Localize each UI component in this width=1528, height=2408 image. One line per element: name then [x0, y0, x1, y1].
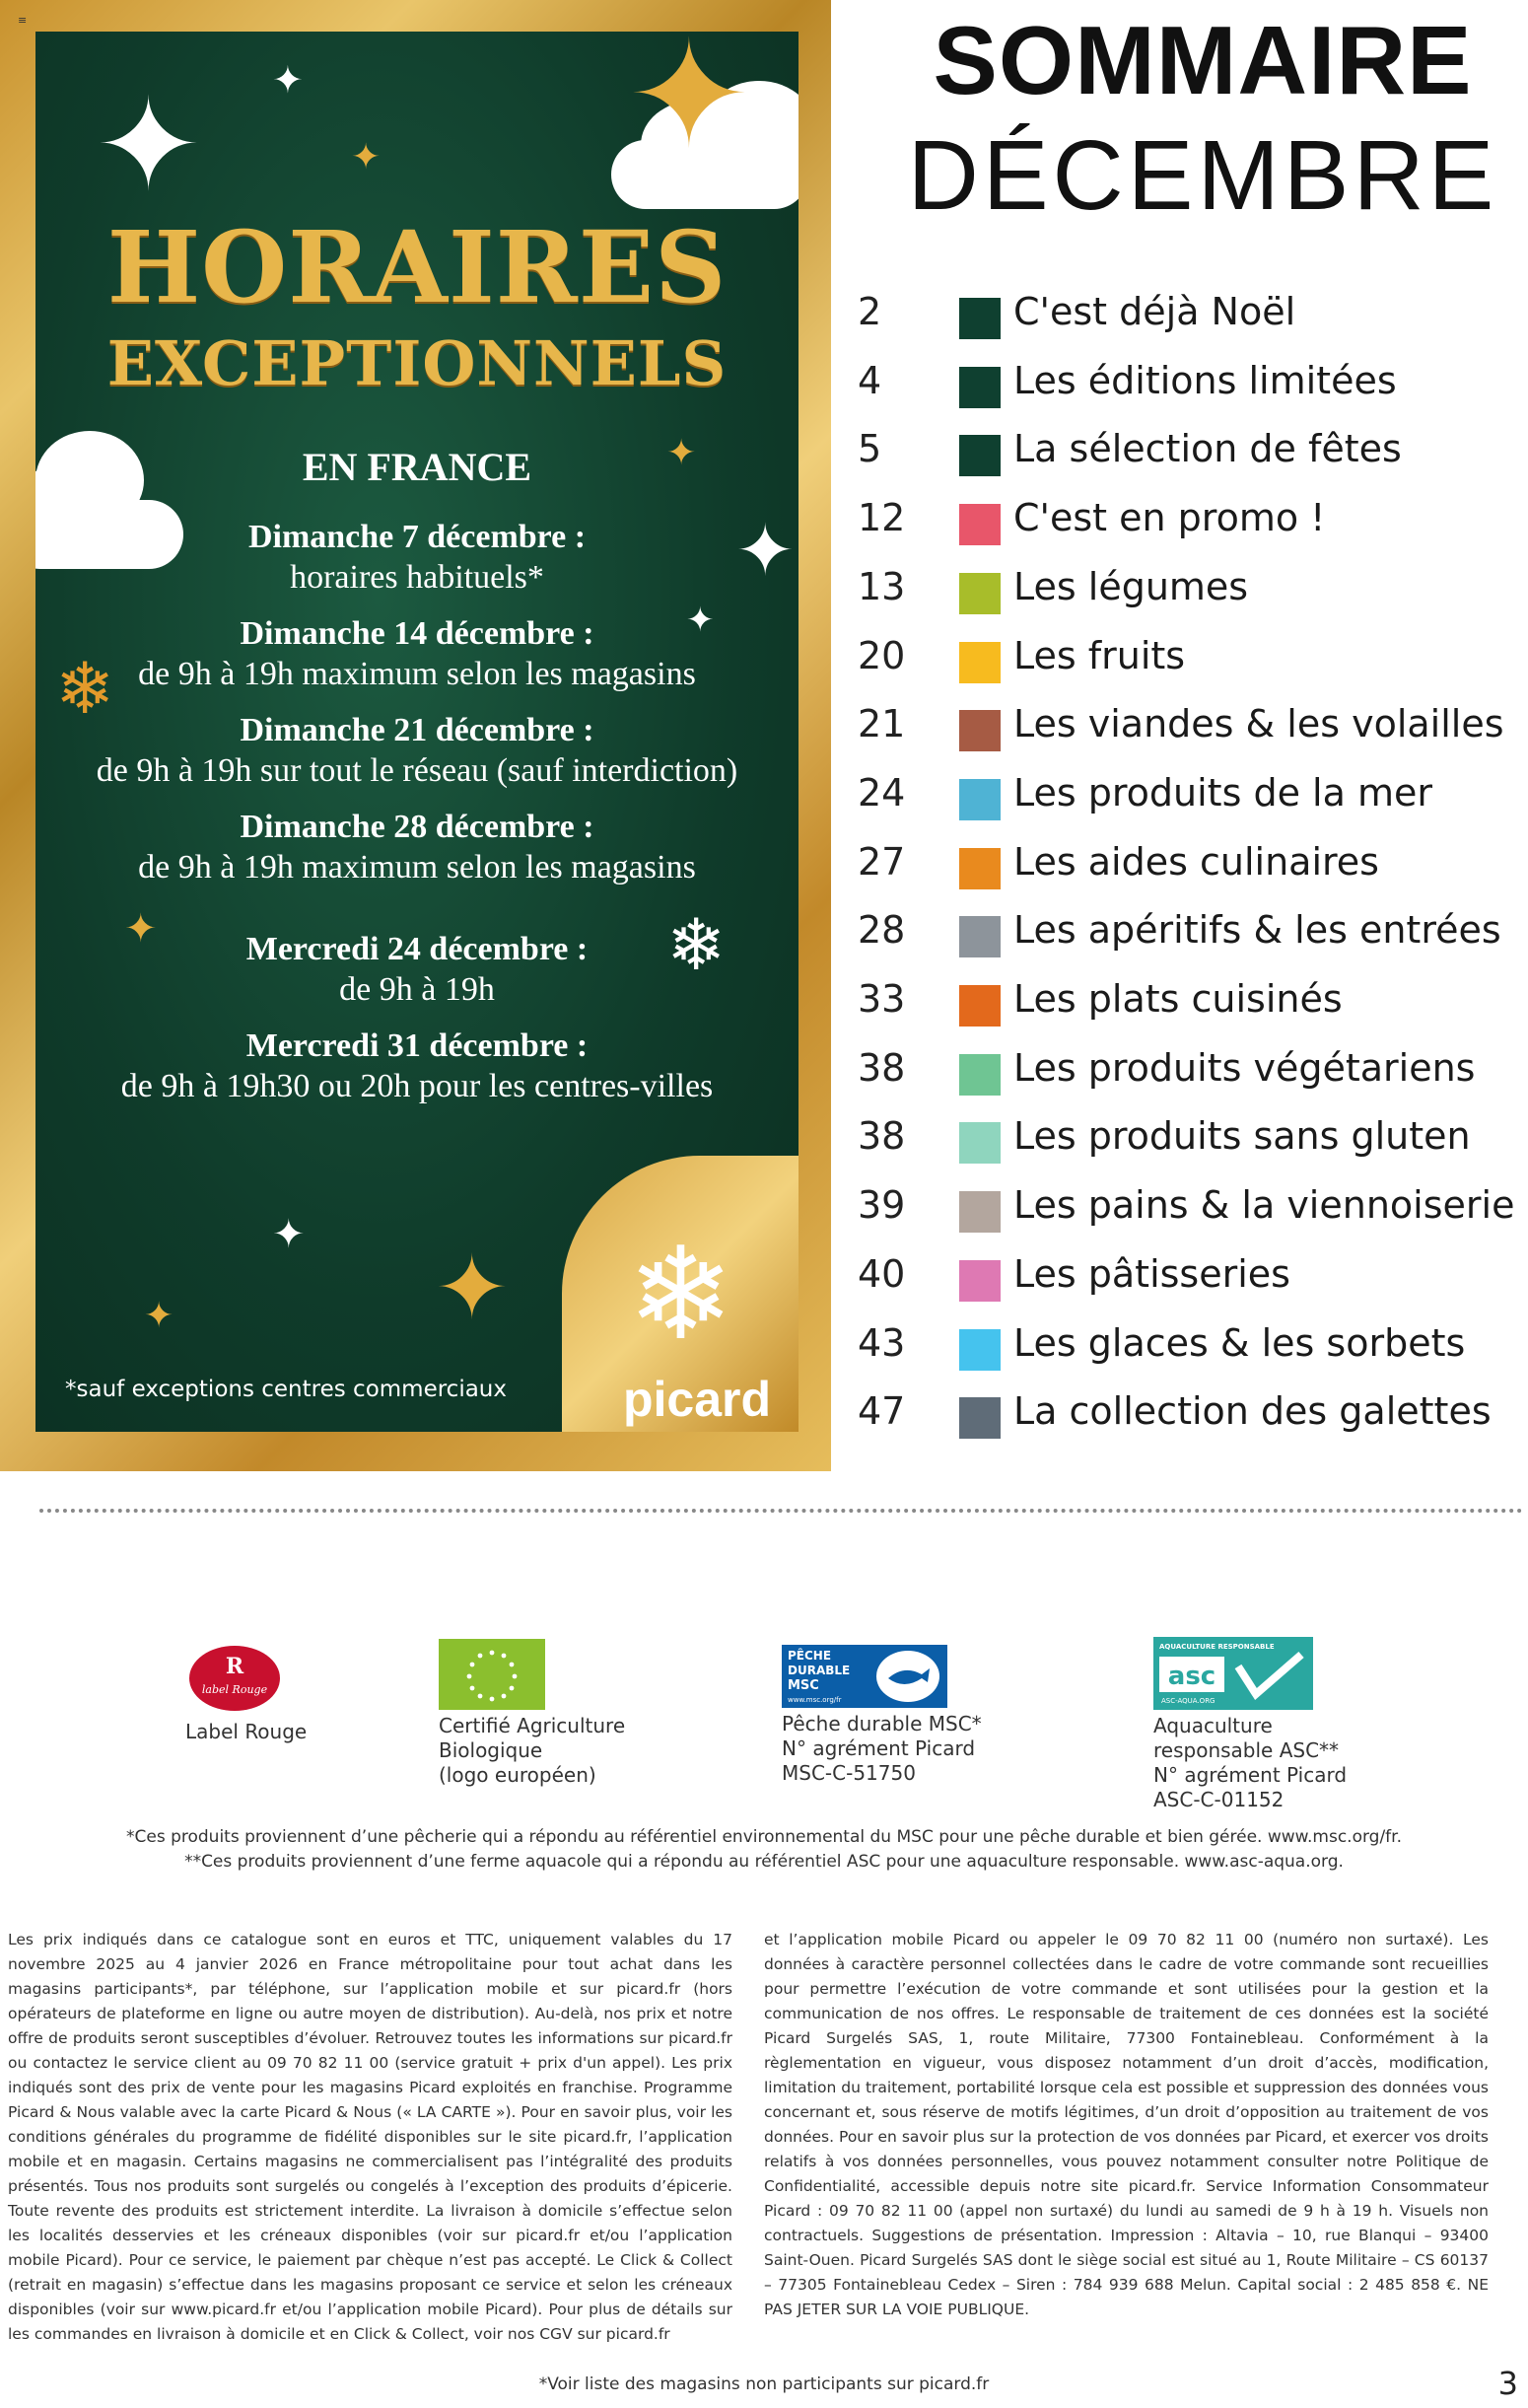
sommaire-subtitle: DÉCEMBRE — [907, 120, 1498, 231]
msc-block — [782, 1645, 982, 1786]
bio-block — [439, 1639, 625, 1788]
toc-item — [858, 1177, 1515, 1237]
toc-section-label: Les plats cuisinés — [1013, 977, 1343, 1021]
gold-star-icon: ✦ — [144, 1296, 174, 1336]
eu-organic-leaf-logo-icon — [439, 1639, 545, 1710]
sparkle-star-icon: ✦ — [272, 58, 304, 102]
toc-page-number: 28 — [858, 908, 906, 952]
toc-color-swatch — [959, 985, 1001, 1027]
hours-day: Mercredi 24 décembre : — [245, 931, 589, 967]
svg-text:ASC-AQUA.ORG: ASC-AQUA.ORG — [1161, 1697, 1215, 1705]
toc-color-swatch — [959, 1054, 1001, 1096]
hours-time: de 9h à 19h sur tout le réseau (sauf interdiction) — [96, 752, 738, 789]
bottom-note: *Voir liste des magasins non participants sur picard.fr — [538, 2374, 990, 2394]
crop-mark: ≡ — [18, 14, 28, 27]
page-number: 3 — [1497, 2365, 1518, 2402]
picard-snowflake-logo-icon: ❄ — [627, 1219, 734, 1369]
svg-text:PÊCHE: PÊCHE — [788, 1649, 832, 1663]
label-rouge-logo-icon — [185, 1642, 284, 1716]
hours-time: de 9h à 19h — [339, 971, 495, 1008]
svg-text:R: R — [225, 1654, 244, 1679]
msc-fish-logo-icon — [782, 1645, 947, 1708]
toc-section-label: Les apéritifs & les entrées — [1013, 908, 1501, 952]
toc-page-number: 13 — [858, 565, 906, 608]
svg-text:DURABLE: DURABLE — [788, 1664, 851, 1677]
toc-item — [858, 421, 1508, 480]
svg-text:label Rouge: label Rouge — [201, 1683, 268, 1696]
toc-color-swatch — [959, 1397, 1001, 1439]
toc-page-number: 27 — [858, 840, 906, 884]
toc-page-number: 47 — [858, 1389, 906, 1433]
toc-section-label: Les légumes — [1013, 565, 1249, 608]
toc-item — [858, 490, 1508, 549]
toc-section-label: Les produits végétariens — [1013, 1046, 1476, 1090]
hours-panel-inner — [35, 32, 799, 1432]
hours-day: Dimanche 7 décembre : — [247, 519, 587, 555]
gold-star-large-icon: ✦ — [627, 32, 751, 181]
toc-item — [858, 353, 1508, 412]
gold-star-icon: ✦ — [351, 137, 382, 177]
hours-time: horaires habituels* — [290, 559, 544, 596]
toc-section-label: Les pâtisseries — [1013, 1252, 1290, 1296]
toc-page-number: 40 — [858, 1252, 906, 1296]
toc-section-label: C'est déjà Noël — [1013, 290, 1296, 333]
legal-text-left: Les prix indiqués dans ce catalogue sont en euros et TTC, uniquement valables du 17 novembre 2025 au 4 janvier 2026 en France métropolitaine pour tout achat dans les magasins participants*, par téléphone, sur l’application mobile et sur picard.fr (hors opérateurs de plateforme en ligne ou autre moyen de distribution). Au-delà, nos prix et notre offre de produits seront susceptibles d’évoluer. Retrouvez toutes les informations sur picard.fr ou contactez le service client au 09 70 82 11 00 (service gratuit + prix d'un appel). Les prix indiqués sont des prix de vente pour les magasins Picard exploités en franchise. Programme Picard & Nous valable avec la carte Picard & Nous (« LA CARTE »). Pour en savoir plus, voir les conditions générales du programme de fidélité disponibles sur le site picard.fr, l’application mobile et en magasin. Certains magasins ne commercialisent pas l’intégralité des produits présentés. Tous nos produits sont surgelés ou congelés à l’exception des produits d’épicerie. Toute revente des produits est strictement interdite. La livraison à domicile s’effectue selon les localités desservies et les créneaux disponibles (voir sur picard.fr et/ou l’application mobile Picard). Pour ce service, le paiement par chèque n’est pas accepté. Le Click & Collect (retrait en magasin) s’effectue dans les magasins proposant ce service et selon les créneaux disponibles (voir sur www.picard.fr et/ou l’application mobile Picard). Pour plus de détails sur les commandes en livraison à domicile et en Click & Collect, voir nos CGV sur picard.fr — [8, 1931, 732, 2343]
toc-color-swatch — [959, 298, 1001, 339]
asc-caption: Aquaculture responsable ASC** N° agrément Picard ASC-C-01152 — [1153, 1714, 1348, 1811]
label-rouge-block — [185, 1642, 307, 1744]
gold-star-icon: ✦ — [124, 906, 158, 952]
region-heading: EN FRANCE — [302, 445, 532, 489]
toc-item — [858, 971, 1508, 1030]
toc-section-label: Les glaces & les sorbets — [1013, 1321, 1466, 1365]
toc-page-number: 39 — [858, 1183, 906, 1227]
toc-section-label: La collection des galettes — [1013, 1389, 1492, 1433]
asc-footnote: **Ces produits proviennent d’une ferme aquacole qui a répondu au référentiel ASC pour une aquaculture responsable. www.asc-aqua.org. — [184, 1852, 1344, 1872]
gold-star-icon: ✦ — [666, 433, 697, 473]
toc-color-swatch — [959, 642, 1001, 683]
toc-item — [858, 559, 1508, 618]
toc-section-label: Les pains & la viennoiserie — [1013, 1183, 1515, 1227]
hours-time: de 9h à 19h maximum selon les magasins — [138, 849, 696, 885]
svg-text:AQUACULTURE RESPONSABLE: AQUACULTURE RESPONSABLE — [1159, 1643, 1275, 1651]
hours-panel — [0, 0, 831, 1471]
toc-color-swatch — [959, 848, 1001, 889]
toc-section-label: Les aides culinaires — [1013, 840, 1379, 884]
hours-day: Dimanche 21 décembre : — [240, 712, 594, 748]
svg-text:www.msc.org/fr: www.msc.org/fr — [788, 1696, 842, 1704]
toc-section-label: Les produits de la mer — [1013, 771, 1432, 814]
toc-item — [858, 628, 1508, 687]
svg-text:MSC: MSC — [788, 1678, 819, 1693]
toc-item — [858, 1040, 1508, 1099]
hours-title-line1: HORAIRES — [106, 209, 728, 325]
sparkle-star-icon: ✦ — [686, 601, 715, 640]
toc-item — [858, 765, 1508, 824]
toc-section-label: La sélection de fêtes — [1013, 427, 1402, 470]
svg-text:asc: asc — [1167, 1662, 1216, 1691]
toc-section-label: Les fruits — [1013, 634, 1186, 677]
toc-page-number: 12 — [858, 496, 906, 539]
hours-day: Mercredi 31 décembre : — [245, 1027, 589, 1064]
toc-color-swatch — [959, 367, 1001, 408]
sparkle-star-icon: ✦ — [735, 509, 796, 592]
toc-item — [858, 1246, 1508, 1306]
toc-color-swatch — [959, 1260, 1001, 1302]
asc-block — [1153, 1637, 1347, 1812]
toc-color-swatch — [959, 1122, 1001, 1164]
sparkle-star-icon: ✦ — [272, 1212, 306, 1257]
msc-caption: Pêche durable MSC* N° agrément Picard MSC-C-51750 — [782, 1712, 982, 1785]
toc-section-label: Les produits sans gluten — [1013, 1114, 1471, 1158]
hours-title-line2: EXCEPTIONNELS — [106, 327, 728, 399]
label-rouge-caption: Label Rouge — [185, 1720, 308, 1743]
toc-item — [858, 696, 1508, 755]
toc-page-number: 20 — [858, 634, 906, 677]
toc-color-swatch — [959, 1329, 1001, 1371]
toc-color-swatch — [959, 573, 1001, 614]
hours-footnote: *sauf exceptions centres commerciaux — [65, 1377, 507, 1402]
toc-item — [858, 1315, 1508, 1375]
asc-fish-logo-icon — [1153, 1637, 1313, 1710]
toc-color-swatch — [959, 779, 1001, 820]
toc-color-swatch — [959, 710, 1001, 751]
toc-item — [858, 284, 1508, 343]
hours-time: de 9h à 19h30 ou 20h pour les centres-villes — [120, 1068, 714, 1104]
toc-item — [858, 1108, 1508, 1168]
picard-logo: picard — [623, 1372, 772, 1427]
toc-page-number: 43 — [858, 1321, 906, 1365]
toc-item — [858, 834, 1508, 893]
hours-time: de 9h à 19h maximum selon les magasins — [138, 656, 696, 692]
legal-text-right: et l’application mobile Picard ou appeler le 09 70 82 11 00 (numéro non surtaxé). Les données à caractère personnel collectées dans le cadre de votre commande sont recueillies pour permettre l’exécution de votre commande et sont utilisées pour la gestion et la communication de nos offres. Le responsable de traitement de ces données est la société Picard Surgelés SAS, 1, route Militaire, 77300 Fontainebleau. Conformément à la règlementation en vigueur, vous disposez notamment d’un droit d’accès, modification, limitation du traitement, portabilité lorsque cela est possible et suppression des données vous concernant et, sous réserve de motifs légitimes, d’un droit d’opposition au traitement de vos données. Pour en savoir plus sur la protection de vos données par Picard, et exercer vos droits relatifs à vos données personnelles, vous pouvez notamment consulter notre Politique de Confidentialité, accessible depuis notre site picard.fr. Service Information Consommateur Picard : 09 70 82 11 00 (appel non surtaxé) du lundi au samedi de 9 h à 19 h. Visuels non contractuels. Suggestions de présentation. Impression : Altavia – 10, rue Blanqui – 93400 Saint-Ouen. Picard Surgelés SAS dont le siège social est situé au 1, Route Militaire – CS 60137 – 77305 Fontainebleau Cedex – Siren : 784 939 688 Melun. Capital social : 2 485 858 €. NE PAS JETER SUR LA VOIE PUBLIQUE. — [764, 1931, 1489, 2318]
sparkle-star-icon: ✦ — [95, 70, 202, 220]
toc-color-swatch — [959, 504, 1001, 545]
dotted-divider — [39, 1509, 1523, 1513]
toc-section-label: Les viandes & les volailles — [1013, 702, 1504, 745]
snowflake-icon: ❄ — [666, 903, 727, 986]
gold-star-icon: ✦ — [435, 1237, 510, 1340]
snowflake-icon: ❄ — [55, 647, 115, 730]
toc-page-number: 24 — [858, 771, 906, 814]
toc-color-swatch — [959, 1191, 1001, 1233]
toc-section-label: C'est en promo ! — [1013, 496, 1326, 539]
toc-page-number: 38 — [858, 1046, 906, 1090]
toc-item — [858, 902, 1508, 961]
sommaire-title: SOMMAIRE — [933, 6, 1473, 114]
msc-footnote: *Ces produits proviennent d’une pêcherie qui a répondu au référentiel environnemental du MSC pour une pêche durable et bien gérée. www.msc.org/fr. — [125, 1827, 1402, 1847]
toc-item — [858, 1383, 1508, 1443]
toc-page-number: 33 — [858, 977, 906, 1021]
toc-color-swatch — [959, 435, 1001, 476]
toc-color-swatch — [959, 916, 1001, 957]
toc-page-number: 38 — [858, 1114, 906, 1158]
toc-page-number: 2 — [858, 290, 882, 333]
hours-day: Dimanche 28 décembre : — [240, 809, 594, 845]
toc-page-number: 21 — [858, 702, 906, 745]
bio-caption: Certifié Agriculture Biologique (logo européen) — [439, 1714, 626, 1787]
toc-page-number: 5 — [858, 427, 882, 470]
toc-section-label: Les éditions limitées — [1013, 359, 1397, 402]
hours-day: Dimanche 14 décembre : — [240, 615, 594, 652]
toc-page-number: 4 — [858, 359, 882, 402]
